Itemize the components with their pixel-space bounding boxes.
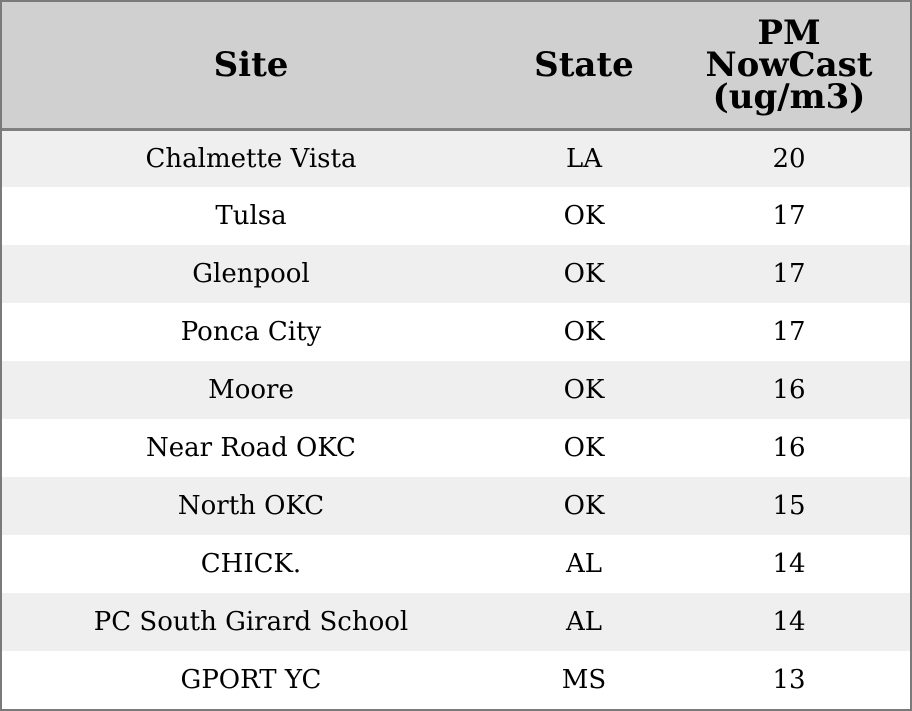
cell-site: Ponca City [180,317,322,347]
cell-site: Chalmette Vista [145,144,357,175]
cell-state: OK [563,375,605,405]
cell-state: LA [565,144,603,175]
table-row [2,419,910,477]
cell-pm: 17 [772,259,806,289]
cell-site: PC South Girard School [93,607,409,637]
cell-state: AL [565,607,603,637]
cell-state: OK [563,201,605,231]
table-row [2,361,910,419]
cell-state: OK [563,491,605,521]
table-row [2,651,910,709]
table-row [2,245,910,303]
cell-state: MS [561,665,607,695]
cell-site: Near Road OKC [146,433,356,463]
table-row [2,593,910,651]
header-row [2,2,910,129]
cell-site: Glenpool [192,259,310,289]
header-pm-line-2: NowCast [705,44,873,85]
header-pm-line-1: PM [757,12,821,53]
table-row [2,129,910,187]
cell-pm: 17 [772,317,806,347]
header-state: State [500,2,668,129]
cell-pm: 15 [772,491,806,521]
table-row [2,187,910,245]
cell-pm: 17 [772,201,806,231]
cell-state: OK [563,259,605,289]
table-body [2,129,910,709]
table-header [2,2,910,129]
cell-pm: 14 [772,607,806,637]
cell-state: AL [565,549,603,579]
header-site: Site [2,2,500,129]
cell-pm: 20 [772,144,806,175]
cell-pm: 13 [772,665,806,695]
table-row [2,303,910,361]
table-row [2,477,910,535]
header-pm-line-3: (ug/m3) [712,76,866,117]
cell-site: Tulsa [215,201,287,231]
cell-pm: 16 [772,375,806,405]
cell-state: OK [563,433,605,463]
cell-site: GPORT YC [180,665,322,695]
pm-nowcast-table [2,2,910,709]
cell-site: CHICK. [200,549,302,579]
cell-pm: 16 [772,433,806,463]
table-row [2,535,910,593]
cell-site: Moore [208,375,294,405]
cell-state: OK [563,317,605,347]
cell-site: North OKC [177,491,325,521]
header-pm-nowcast [668,2,910,129]
cell-pm: 14 [772,549,806,579]
